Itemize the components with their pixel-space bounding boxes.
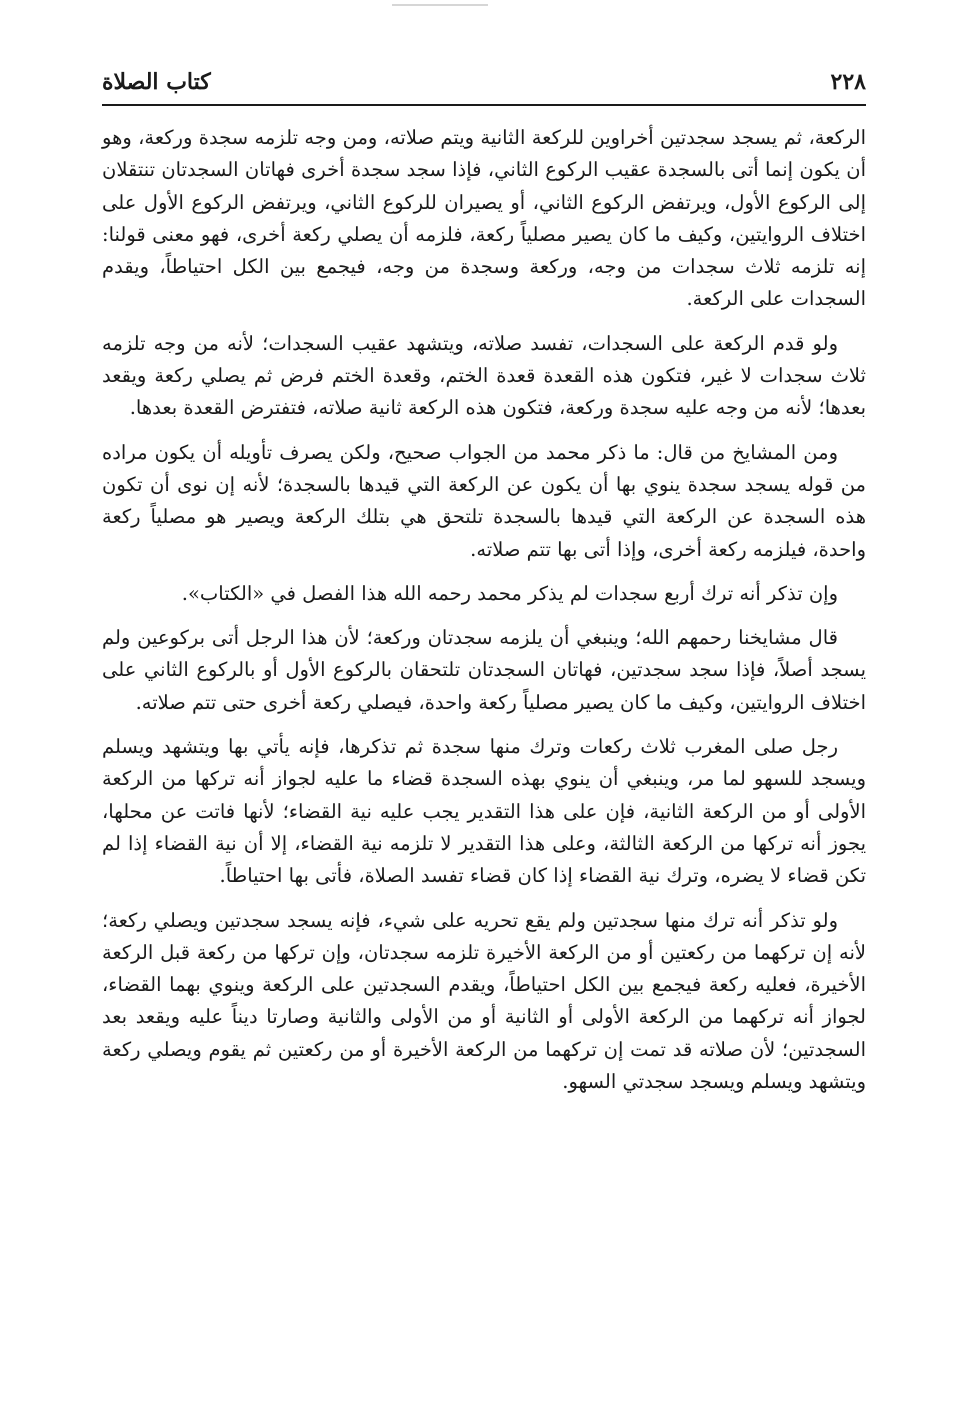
paragraph-7: ولو تذكر أنه ترك منها سجدتين ولم يقع تحريه على شيء، فإنه يسجد سجدتين ويصلي ركعة؛ لأنه إن تركهما من ركعتين أو من الركعة الأخيرة تلزمه سجدتان، وإن تركها من ركعة قبل الركعة الأخيرة، فعليه ركعة فيجمع بين الكل احتياطاً، ويقدم السجدتين على الركعة وينوي بهما القضاء، لجواز أنه تركهما من الركعة الأولى أو الثانية أو من الأولى والثانية وصارتا ديناً عليه ويقعد بعد السجدتين؛ لأن صلاته قد تمت إن تركهما من الركعة الأخيرة أو من ركعتين ثم يقوم ويصلي ركعة ويتشهد ويسلم ويسجد سجدتي السهو. [102, 908, 866, 1094]
paragraph-6: رجل صلى المغرب ثلاث ركعات وترك منها سجدة ثم تذكرها، فإنه يأتي بها ويتشهد ويسلم ويسجد للسهو لما مر، وينبغي أن ينوي بهذه السجدة قضاء ما عليه لجواز أنه تركها من الركعة الأولى أو من الركعة الثانية، فإن على هذا التقدير يجب عليه نية القضاء؛ لأنها فاتت عن محلها، يجوز أنه تركها من الركعة الثالثة، وعلى هذا التقدير لا تلزمه نية القضاء، إلا أن نية القضاء إذا لم تكن قضاء لا يضره، وترك نية القضاء إذا كان قضاء تفسد الصلاة، فأتى بها احتياطاً. [102, 735, 866, 888]
chapter-title: كتاب الصلاة [102, 69, 211, 95]
paragraph-2: ولو قدم الركعة على السجدات، تفسد صلاته، ويتشهد عقيب السجدات؛ لأنه من وجه تلزمه ثلاث سجدات لا غير، فتكون هذه القعدة قعدة الختم، وقعدة الختم فرض ثم يصلي ركعة ويقعد بعدها؛ لأنه من وجه عليه سجدة وركعة، فتكون هذه الركعة ثانية صلاته، فتفترض القعدة بعدها. [102, 331, 866, 420]
paragraph-5: قال مشايخنا رحمهم الله؛ وينبغي أن يلزمه سجدتان وركعة؛ لأن هذا الرجل أتى بركوعين ولم يسجد أصلاً، فإذا سجد سجدتين، فهاتان السجدتان تلتحقان بالركوع الأول أو بالركوع الثاني على اختلاف الروايتين، وكيف ما كان يصير مصلياً ركعة واحدة، فيصلي ركعة أخرى حتى تتم صلاته. [102, 626, 866, 714]
paragraph-3: ومن المشايخ من قال: ما ذكر محمد من الجواب صحيح، ولكن يصرف تأويله أن يكون مراده من قوله يسجد سجدة ينوي بها أن يكون عن الركعة التي قيدها بالسجدة؛ لأنه إن نوى أن تكون هذه السجدة عن الركعة التي قيدها بالسجدة تلتحق هي بتلك الركعة ويصير هو مصلياً ركعة واحدة، فيلزمه ركعة أخرى، وإذا أتى بها تتم صلاته. [102, 440, 866, 561]
running-head [102, 62, 866, 102]
page-number: ٢٢٨ [830, 69, 866, 95]
header-rule [102, 104, 866, 106]
paragraph-4: وإن تذكر أنه ترك أربع سجدات لم يذكر محمد رحمه الله هذا الفصل في «الكتاب». [181, 581, 838, 605]
paragraph-1: الركعة، ثم يسجد سجدتين أخراوين للركعة الثانية ويتم صلاته، ومن وجه تلزمه سجدة وركعة، وهو أن يكون إنما أتى بالسجدة عقيب الركوع الثاني، فإذا سجد سجدة أخرى فهاتان السجدتان تنتقلان إلى الركوع الأول، ويرتفض الركوع الثاني، أو يصيران للركوع الثاني، ويرتفض الركوع الأول على اختلاف الروايتين، وكيف ما كان يصير مصلياً ركعة، فلزمه أن يصلي ركعة أخرى، فهو معنى قولنا: إنه تلزمه ثلاث سجدات من وجه، وركعة وسجدة من وجه، فيجمع بين الكل احتياطاً، ويقدم السجدات على الركعة. [102, 126, 866, 311]
page-body [102, 122, 866, 1110]
